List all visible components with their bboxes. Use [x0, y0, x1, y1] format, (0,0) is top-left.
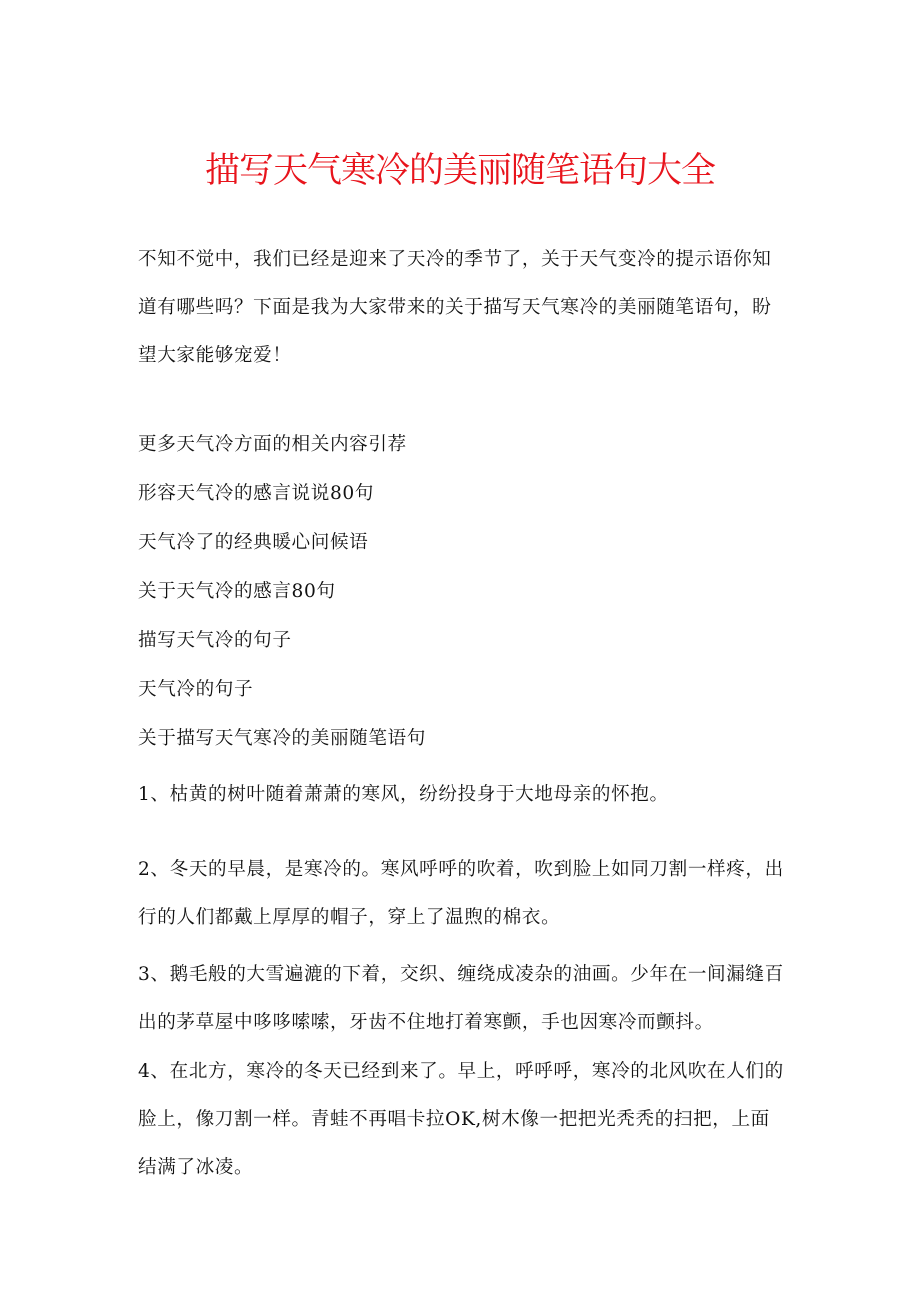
list-item: 4、在北方，寒冷的冬天已经到来了。早上，呼呼呼，寒冷的北风吹在人们的脸上，像刀割一样。青蛙不再唱卡拉OK,树木像一把把光秃秃的扫把，上面结满了冰凌。 [138, 1061, 784, 1178]
related-link[interactable]: 描写天气冷的句子 [138, 630, 292, 651]
list-item: 1、枯黄的树叶随着萧萧的寒风，纷纷投身于大地母亲的怀抱。 [138, 784, 669, 805]
intro-paragraph: 不知不觉中，我们已经是迎来了天冷的季节了，关于天气变冷的提示语你知道有哪些吗？下面是我为大家带来的关于描写天气寒冷的美丽随笔语句，盼望大家能够宠爱！ [138, 249, 772, 366]
list-item: 3、鹅毛般的大雪遍漉的下着，交织、缠绕成凌杂的油画。少年在一间漏缝百出的茅草屋中哆哆嗦嗦，牙齿不住地打着寒颤，手也因寒冷而颤抖。 [138, 964, 784, 1033]
list-item: 2、冬天的早晨，是寒冷的。寒风呼呼的吹着，吹到脸上如同刀割一样疼，出行的人们都戴上厚厚的帽子，穿上了温煦的棉衣。 [138, 859, 784, 928]
document-title: 描写天气寒冷的美丽随笔语句大全 [204, 151, 715, 191]
related-link[interactable]: 天气冷的句子 [138, 679, 254, 700]
related-heading: 更多天气冷方面的相关内容引荐 [138, 434, 407, 455]
related-link[interactable]: 形容天气冷的感言说说80句 [138, 483, 374, 504]
section-heading: 关于描写天气寒冷的美丽随笔语句 [138, 728, 426, 749]
related-link[interactable]: 天气冷了的经典暖心问候语 [138, 532, 369, 553]
related-link[interactable]: 关于天气冷的感言80句 [138, 581, 336, 602]
